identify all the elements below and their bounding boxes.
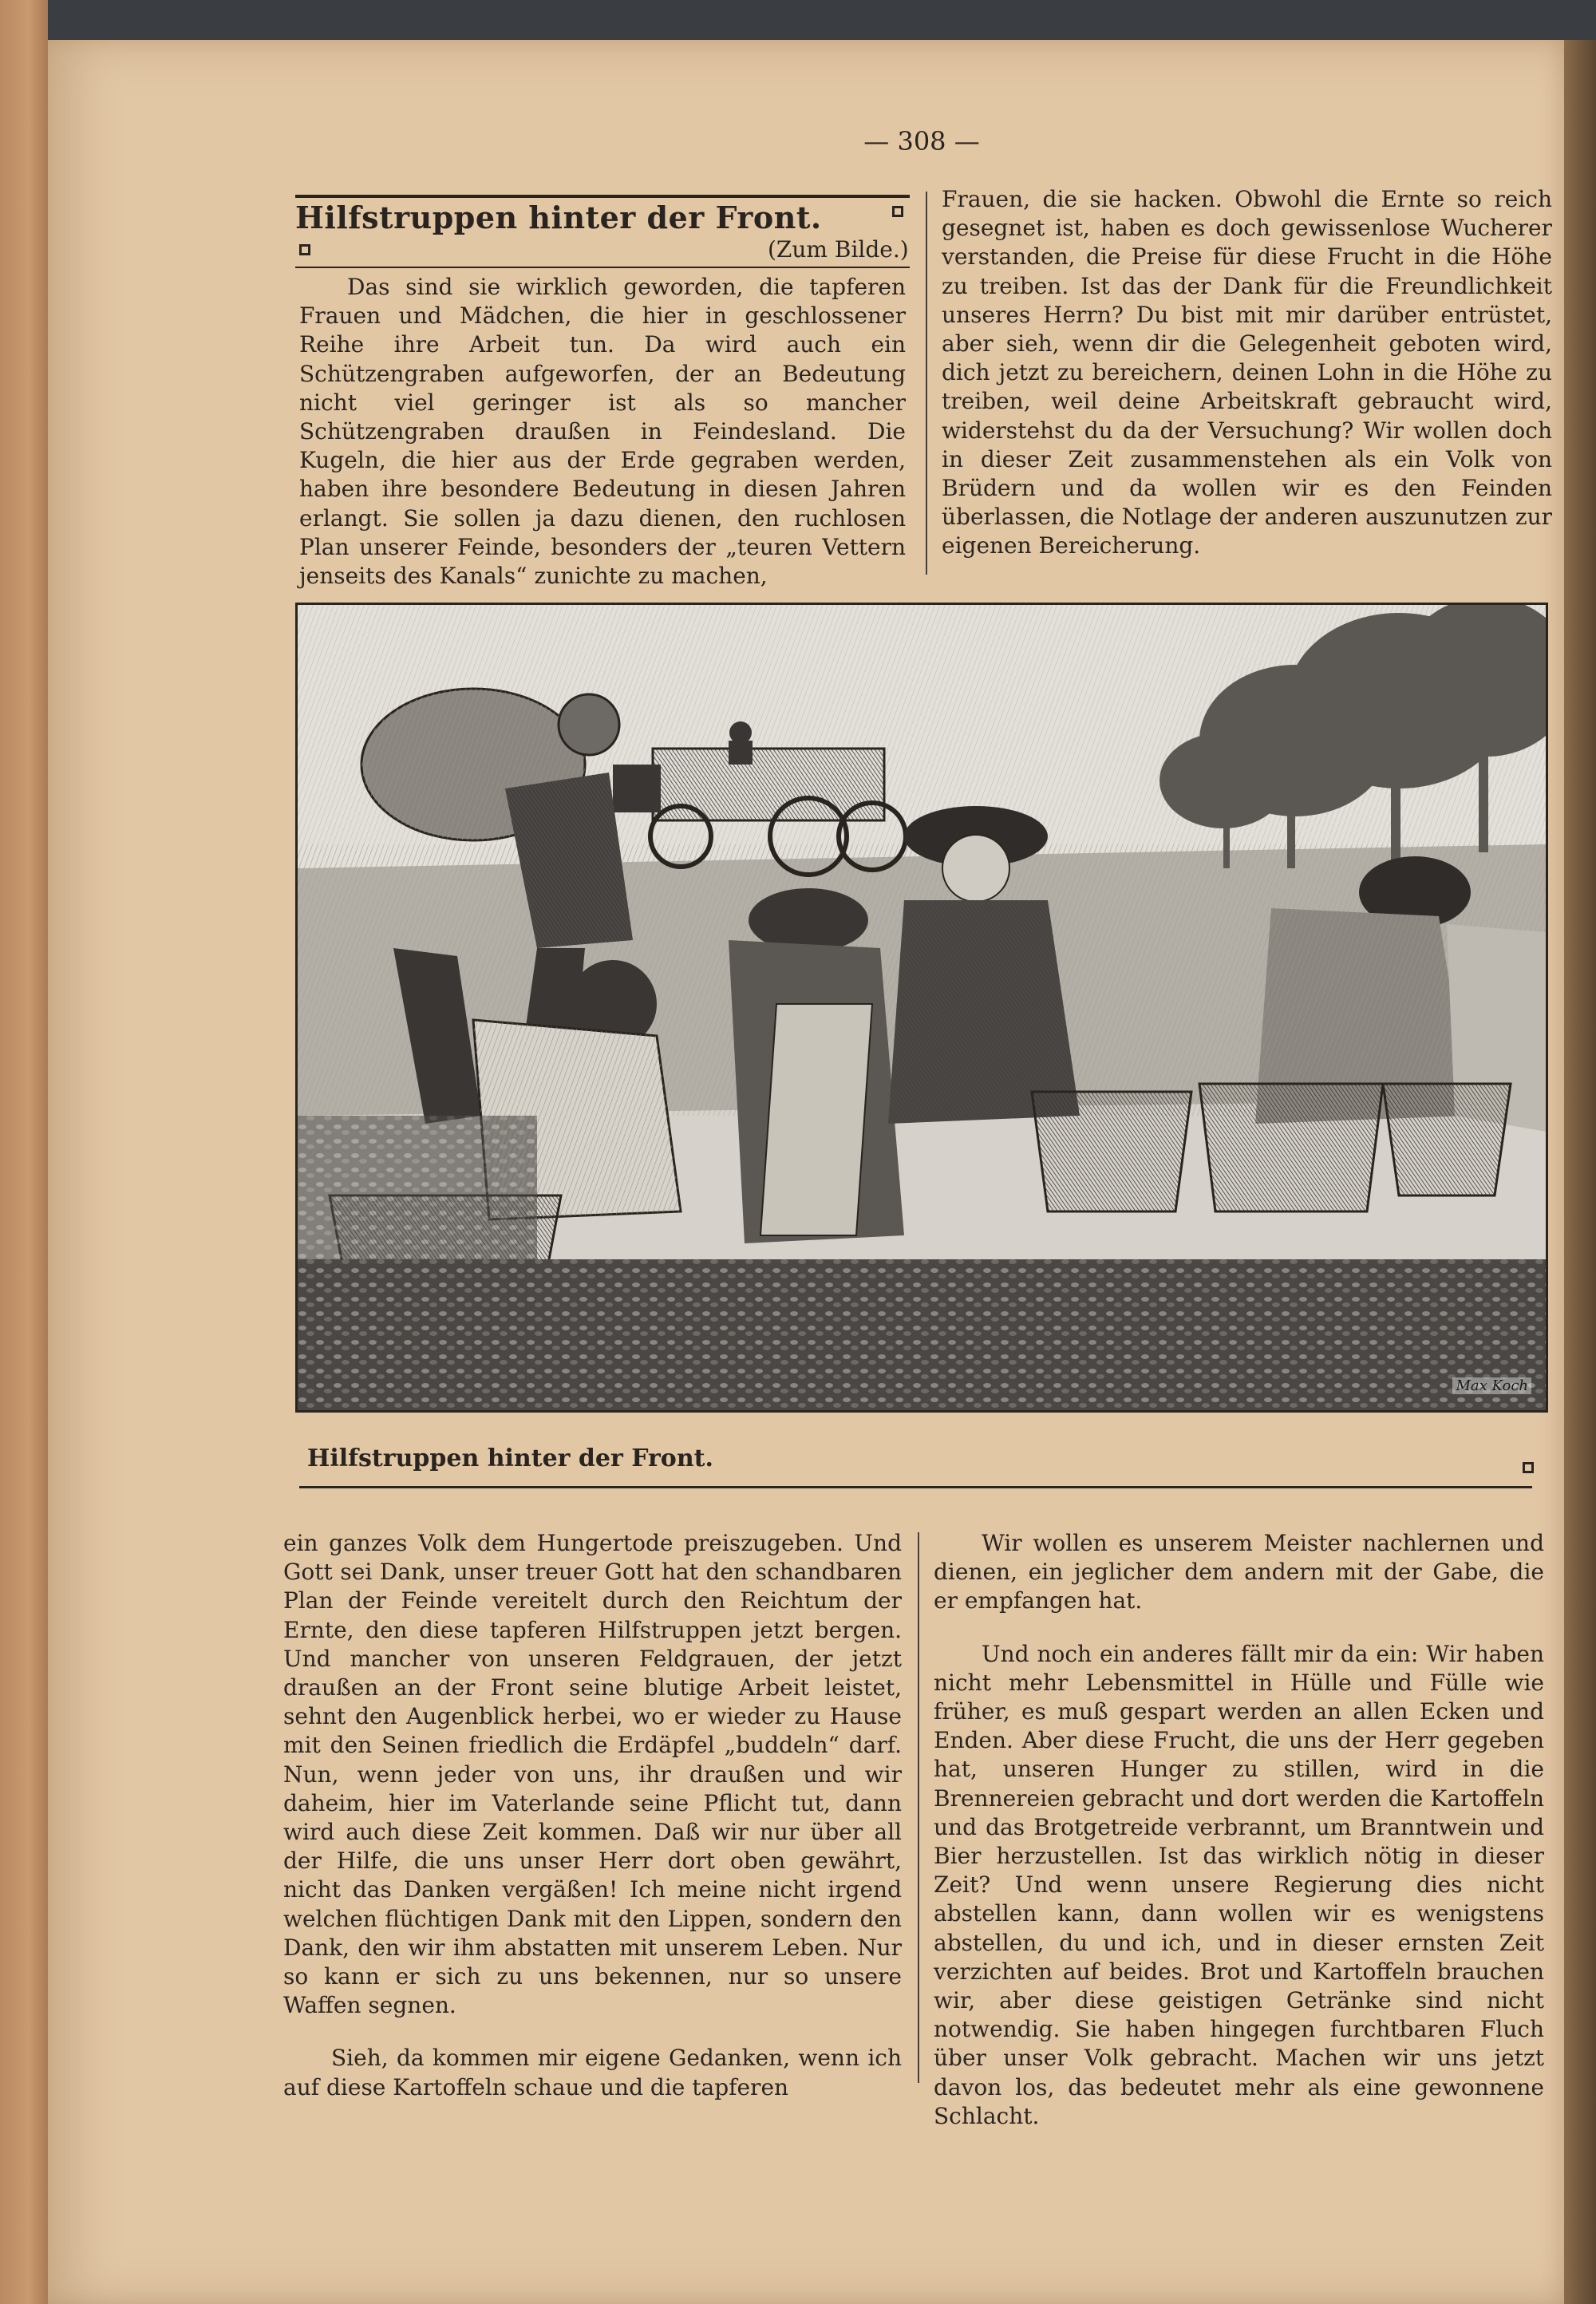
- text-column-top-right: [942, 185, 1552, 561]
- ornament-square-icon: [892, 206, 903, 217]
- text-column-top-left: [299, 273, 906, 591]
- caption-rule: [299, 1486, 1532, 1488]
- column-divider: [918, 1532, 919, 2083]
- text-column-bottom-left: [283, 1529, 902, 2102]
- page-edge: [1564, 40, 1596, 2304]
- column-divider: [926, 192, 927, 575]
- illustration-caption: Hilfstruppen hinter der Front.: [307, 1444, 713, 1472]
- artist-signature: Max Koch: [1452, 1377, 1531, 1394]
- text-column-bottom-right: [934, 1529, 1544, 2131]
- ornament-square-icon: [1523, 1462, 1534, 1473]
- paragraph: Wir wollen es unserem Meister nachlernen und dienen, ein jeglicher dem andern mit der Gabe, die er empfangen hat.: [934, 1530, 1544, 1614]
- paragraph: Und noch ein anderes fällt mir da ein: Wir haben nicht mehr Lebensmittel in Hülle und Fülle wie früher, es muß gespart werden an allen Ecken und Enden. Aber diese Frucht, die uns der Herr gegeben hat, unseren Hunger zu stillen, wird in die Brennereien gebracht und dort werden die Kartoffeln und das Brotgetreide verbrannt, um Branntwein und Bier herzustellen. Ist das wirklich nötig in dieser Zeit? Und wenn unsere Regierung dies nicht abstellen kann, dann wollen wir es wenigstens abstellen, du und ich, und in dieser ernsten Zeit verzichten auf beides. Brot und Kartoffeln brauchen wir, aber diese geistigen Getränke sind nicht notwendig. Sie haben hingegen furchtbaren Fluch über unser Volk gebracht. Machen wir uns jetzt davon los, das bedeutet mehr als eine gewonnene Schlacht.: [934, 1640, 1544, 2129]
- article-subtitle: (Zum Bilde.): [768, 236, 909, 263]
- paragraph: Sieh, da kommen mir eigene Gedanken, wenn ich auf diese Kartoffeln schaue und die tapferen: [283, 2045, 902, 2100]
- paragraph: Das sind sie wirklich geworden, die tapferen Frauen und Mädchen, die hier in geschlossener Reihe ihre Arbeit tun. Da wird auch ein Schützengraben aufgeworfen, der an Bedeutung nicht viel geringer ist als so mancher Schützengraben draußen in Feindesland. Die Kugeln, die hier aus der Erde gegraben werden, haben ihre besondere Bedeutung in diesen Jahren erlangt. Sie sollen ja dazu dienen, den ruchlosen Plan unserer Feinde, besonders der „teuren Vettern jenseits des Kanals“ zunichte zu machen,: [299, 274, 906, 590]
- harvest-engraving: [295, 603, 1548, 1413]
- headline-bottom-rule: [295, 267, 910, 268]
- ornament-square-icon: [299, 244, 310, 255]
- page-number: — 308 —: [863, 126, 980, 156]
- headline-top-rule: [295, 195, 910, 198]
- article-title: Hilfstruppen hinter der Front.: [295, 200, 822, 235]
- book-spine-edge: [0, 0, 48, 2304]
- paragraph: Frauen, die sie hacken. Obwohl die Ernte so reich gesegnet ist, haben es doch gewissenlose Wucherer verstanden, die Preise für diese Frucht in die Höhe zu treiben. Ist das der Dank für die Freundlichkeit unseres Herrn? Du bist mit mir darüber entrüstet, aber sieh, wenn dir die Gelegenheit geboten wird, dich jetzt zu bereichern, deinen Lohn in die Höhe zu treiben, weil deine Arbeitskraft gebraucht wird, widerstehst du da der Versuchung? Wir wollen doch in dieser Zeit zusammenstehen als ein Volk von Brüdern und da wollen wir es den Feinden überlassen, die Notlage der anderen auszunutzen zur eigenen Bereicherung.: [942, 186, 1552, 559]
- potato-harvest-illustration: [298, 605, 1546, 1410]
- paragraph: ein ganzes Volk dem Hungertode preiszugeben. Und Gott sei Dank, unser treuer Gott hat den schandbaren Plan der Feinde vereitelt durch den Reichtum der Ernte, den diese tapferen Hilfstruppen jetzt bergen. Und mancher von unseren Feldgrauen, der jetzt draußen an der Front seine blutige Arbeit leistet, sehnt den Augenblick herbei, wo er wieder zu Hause mit den Seinen friedlich die Erdäpfel „buddeln“ darf. Nun, wenn jeder von uns, ihr draußen und wir daheim, hier im Vaterlande seine Pflicht tut, dann wird auch diese Zeit kommen. Daß wir nur über all der Hilfe, die uns unser Herr dort oben gewährt, nicht das Danken vergäßen! Ich meine nicht irgend welchen flüchtigen Dank mit den Lippen, sondern den Dank, den wir ihm abstatten mit unserem Leben. Nur so kann er sich zu uns bekennen, nur so unsere Waffen segnen.: [283, 1530, 902, 2019]
